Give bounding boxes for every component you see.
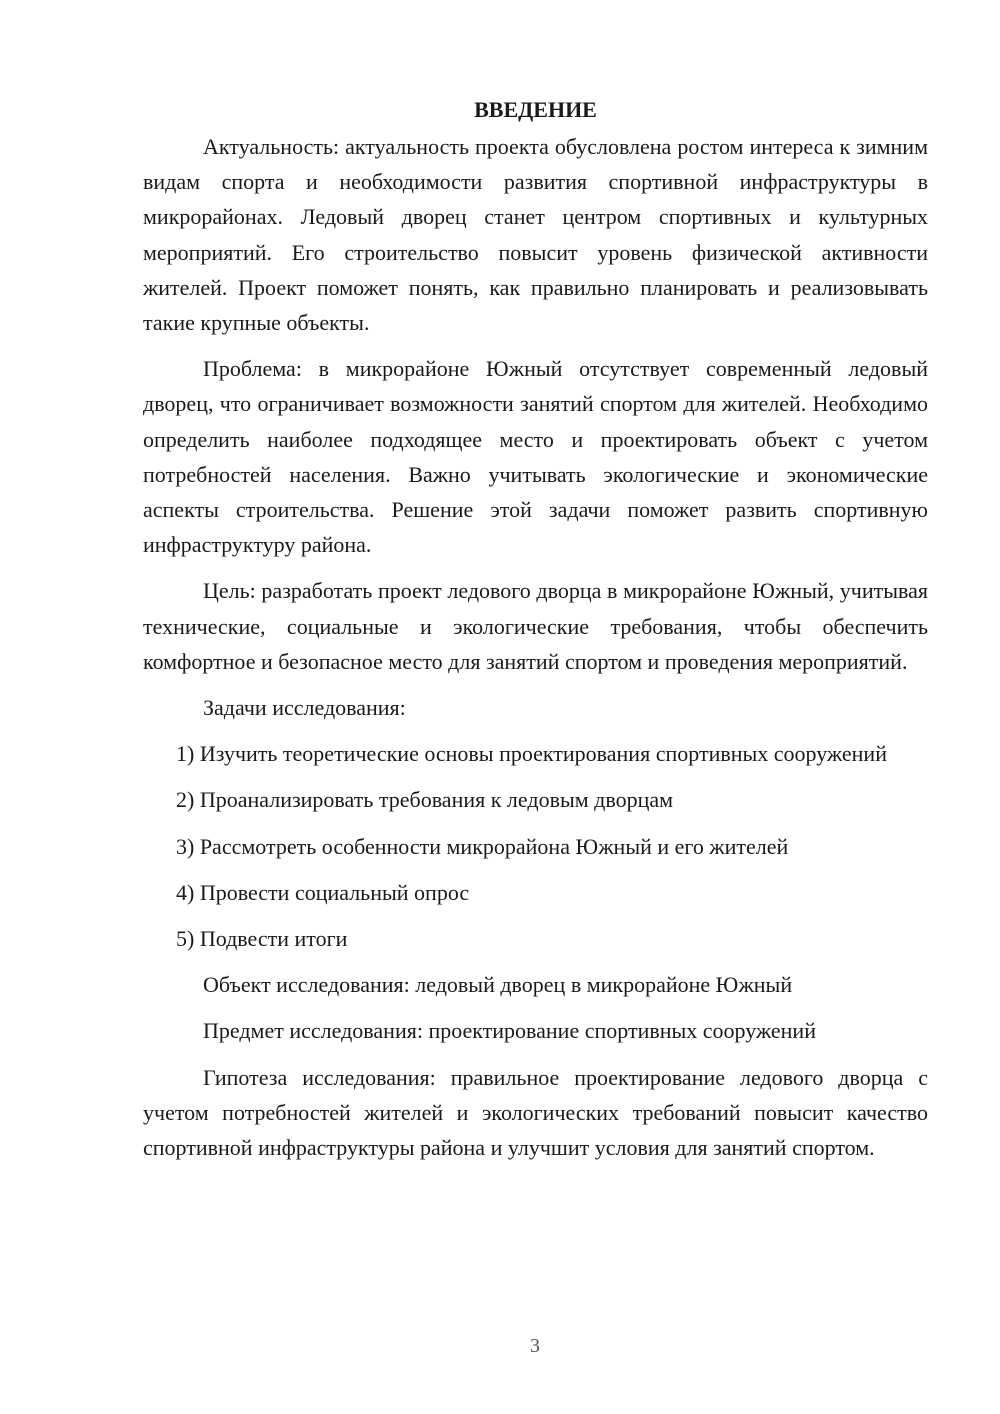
relevance-paragraph: Актуальность: актуальность проекта обусловлена ростом интереса к зимним видам спорта и необходимости развития спортивной инфраструктуры в микрорайонах. Ледовый дворец станет центром спортивных и культурных мероприятий. Его строительство повысит уровень физической активности жителей. Проект поможет понять, как правильно планировать и реализовывать такие крупные объекты. [143,134,928,336]
page-title: ВВЕДЕНИЕ [474,97,597,122]
task-item-5: 5) Подвести итоги [176,926,348,952]
hypothesis-paragraph: Гипотеза исследования: правильное проектирование ледового дворца с учетом потребностей жителей и экологических требований повысит качество спортивной инфраструктуры района и улучшит условия для занятий спортом. [143,1064,928,1161]
goal-paragraph: Цель: разработать проект ледового дворца в микрорайоне Южный, учитывая технические, социальные и экологические требования, чтобы обеспечить комфортное и безопасное место для занятий спортом и проведения мероприятий. [143,578,928,674]
research-object-paragraph: Объект исследования: ледовый дворец в микрорайоне Южный [203,972,793,998]
tasks-heading: Задачи исследования: [203,695,406,721]
research-subject-paragraph: Предмет исследования: проектирование спортивных сооружений [203,1018,816,1044]
problem-paragraph: Проблема: в микрорайоне Южный отсутствует современный ледовый дворец, что ограничивает возможности занятий спортом для жителей. Необходимо определить наиболее подходящее место и проектировать объект с учетом потребностей населения. Важно учитывать экологические и экономические аспекты строительства. Решение этой задачи поможет развить спортивную инфраструктуру района. [143,356,928,558]
task-item-3: 3) Рассмотреть особенности микрорайона Южный и его жителей [176,833,789,859]
page-number: 3 [530,1335,540,1357]
task-item-4: 4) Провести социальный опрос [176,879,470,905]
document-body [143,92,928,1165]
task-item-1: 1) Изучить теоретические основы проектирования спортивных сооружений [176,741,887,767]
task-item-2: 2) Проанализировать требования к ледовым дворцам [176,787,674,813]
